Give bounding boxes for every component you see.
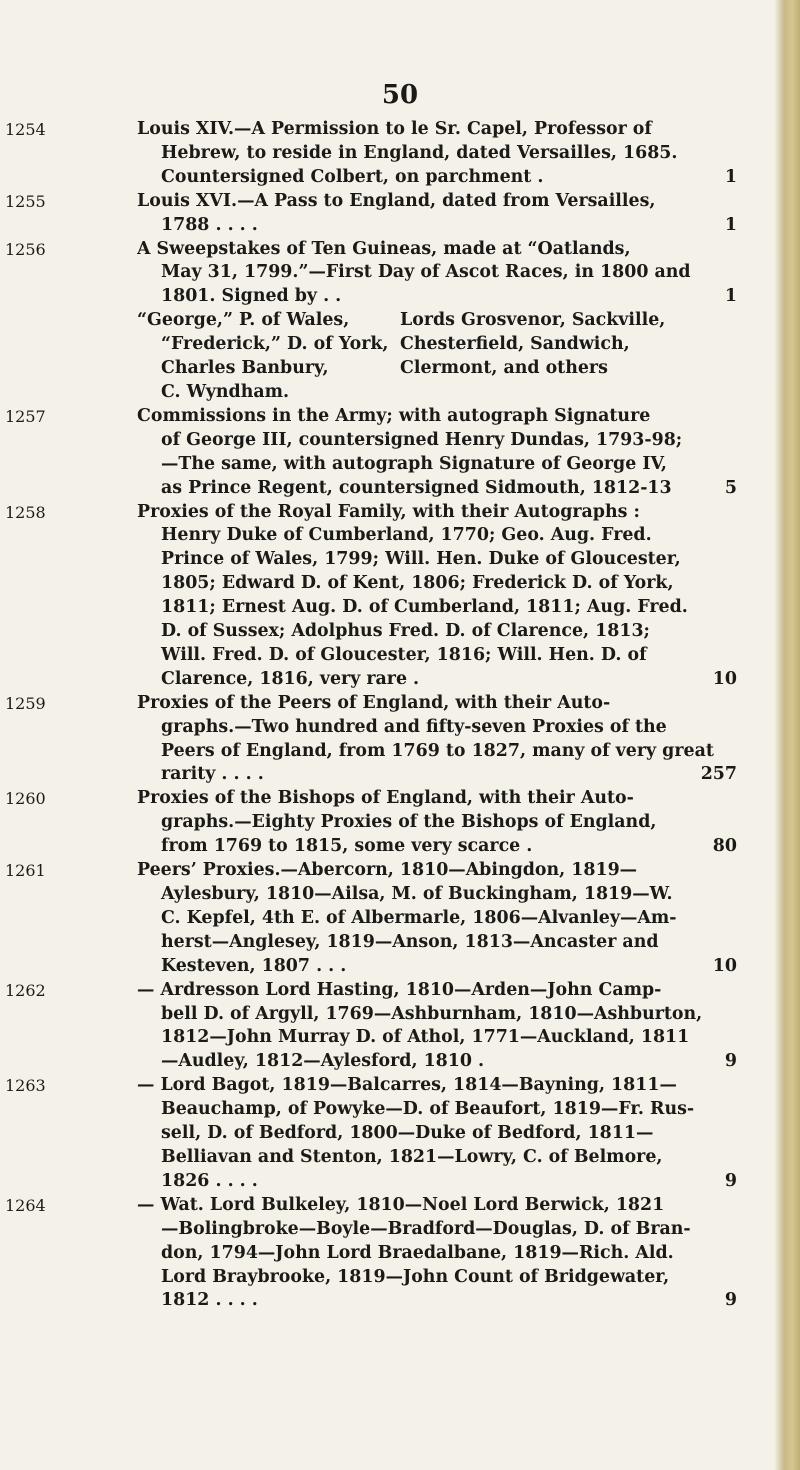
signer-name: Lords Grosvenor, Sackville, [400, 310, 666, 331]
catalogue-entry [5, 118, 737, 190]
entry-line [137, 644, 737, 668]
entry-line [137, 453, 737, 477]
entry-line [137, 931, 737, 955]
entry-text: Clarence, 1816, very rare . [161, 668, 420, 689]
entry-text: 1826 . . . . [161, 1170, 258, 1191]
entry-line [137, 572, 737, 596]
catalogue-entry [5, 405, 737, 501]
lot-quantity: 1 [724, 286, 737, 307]
entry-line [137, 596, 737, 620]
signer-name: C. Wyndham. [161, 381, 290, 402]
entry-text: — Ardresson Lord Hasting, 1810—Arden—John Camp- [137, 979, 662, 1000]
catalogue-entry [5, 979, 737, 1075]
lot-quantity: 10 [712, 955, 737, 976]
entry-line [137, 692, 737, 716]
lot-number: 1254 [5, 120, 46, 139]
catalogue-entry [5, 692, 737, 788]
lot-number: 1257 [5, 406, 46, 426]
signers-left [137, 309, 400, 405]
catalogue-entries [0, 118, 800, 1313]
entry-line [137, 955, 737, 979]
entry-line [137, 1098, 737, 1122]
entry-line [137, 166, 737, 190]
signers-columns [137, 309, 737, 405]
entry-line [137, 429, 737, 453]
lot-number: 1255 [5, 191, 46, 211]
entry-text: —The same, with autograph Signature of George IV, [161, 453, 667, 474]
entry-line [137, 548, 737, 572]
entry-line [137, 811, 737, 835]
entry-text: May 31, 1799.”—First Day of Ascot Races, in 1800 and [161, 262, 691, 283]
entry-text: C. Kepfel, 4th E. of Albermarle, 1806—Alvanley—Am- [161, 907, 677, 928]
entry-text: —Audley, 1812—Aylesford, 1810 . [161, 1051, 485, 1072]
entry-line [137, 1122, 737, 1146]
entry-text: D. of Sussex; Adolphus Fred. D. of Clarence, 1813; [161, 621, 650, 642]
lot-quantity: 10 [712, 668, 737, 689]
entry-text: bell D. of Argyll, 1769—Ashburnham, 1810—Ashburton, [161, 1003, 703, 1024]
entry-text: Kesteven, 1807 . . . [161, 955, 347, 976]
entry-line [137, 668, 737, 692]
signer-name: “George,” P. of Wales, [137, 310, 350, 331]
entry-text: Peers’ Proxies.—Abercorn, 1810—Abingdon, 1819— [137, 860, 638, 881]
entry-text: Countersigned Colbert, on parchment . [161, 166, 544, 187]
entry-text: as Prince Regent, countersigned Sidmouth, 1812-13 [161, 477, 672, 498]
entry-text: Beauchamp, of Powyke—D. of Beaufort, 1819—Fr. Rus- [161, 1099, 695, 1120]
catalogue-entry [5, 787, 737, 859]
entry-line [137, 859, 737, 883]
entry-text: from 1769 to 1815, some very scarce . [161, 836, 533, 857]
catalogue-entry [5, 238, 737, 405]
entry-text: Henry Duke of Cumberland, 1770; Geo. Aug. Fred. [161, 525, 652, 546]
lot-quantity: 5 [724, 477, 737, 498]
entry-text: Lord Braybrooke, 1819—John Count of Bridgewater, [161, 1266, 670, 1287]
entry-line [137, 1050, 737, 1074]
entry-line [137, 979, 737, 1003]
entry-text: Louis XIV.—A Permission to le Sr. Capel, Professor of [137, 119, 652, 139]
lot-number: 1260 [5, 789, 46, 809]
lot-number: 1264 [5, 1195, 46, 1215]
entry-text: Prince of Wales, 1799; Will. Hen. Duke of Gloucester, [161, 549, 681, 570]
catalogue-entry [5, 190, 737, 238]
entry-line [137, 1074, 737, 1098]
entry-text: Proxies of the Bishops of England, with their Auto- [137, 788, 634, 809]
entry-line [137, 261, 737, 285]
entry-line [137, 787, 737, 811]
entry-text: herst—Anglesey, 1819—Anson, 1813—Ancaster and [161, 931, 659, 952]
lot-quantity: 9 [724, 1290, 737, 1311]
entry-text: A Sweepstakes of Ten Guineas, made at “Oatlands, [137, 238, 631, 259]
lot-number: 1258 [5, 502, 46, 522]
entry-line [137, 501, 737, 525]
signer-name: Clermont, and others [400, 358, 608, 379]
lot-number: 1259 [5, 693, 46, 713]
entry-line [137, 1218, 737, 1242]
entry-line [137, 214, 737, 238]
entry-text: Aylesbury, 1810—Ailsa, M. of Buckingham, 1819—W. [161, 884, 673, 904]
entry-line [137, 1003, 737, 1027]
entry-line [137, 118, 737, 142]
lot-number: 1263 [5, 1076, 46, 1096]
entry-text: rarity . . . . [161, 764, 264, 785]
entry-text: Will. Fred. D. of Gloucester, 1816; Will. Hen. D. of [161, 644, 647, 665]
lot-number: 1261 [5, 861, 46, 881]
entry-text: don, 1794—John Lord Braedalbane, 1819—Rich. Ald. [161, 1242, 674, 1263]
entry-text: 1801. Signed by . . [161, 286, 342, 307]
entry-text: sell, D. of Bedford, 1800—Duke of Bedford, 1811— [161, 1123, 654, 1144]
lot-quantity: 80 [712, 836, 737, 857]
entry-line [137, 142, 737, 166]
entry-text: graphs.—Two hundred and fifty-seven Proxies of the [161, 716, 667, 737]
lot-number: 1262 [5, 980, 46, 1000]
entry-text: Proxies of the Royal Family, with their Autographs : [137, 501, 640, 522]
entry-text: 1812 . . . . [161, 1290, 258, 1311]
lot-quantity: 9 [724, 1170, 737, 1191]
entry-line [137, 190, 737, 214]
lot-number: 1256 [5, 239, 46, 259]
entry-text: Hebrew, to reside in England, dated Versailles, 1685. [161, 142, 678, 163]
entry-text: 1805; Edward D. of Kent, 1806; Frederick D. of York, [161, 573, 674, 594]
entry-line [137, 883, 737, 907]
catalogue-entry [5, 1194, 737, 1314]
lot-quantity: 9 [724, 1051, 737, 1072]
entry-line [137, 285, 737, 309]
entry-text: Peers of England, from 1769 to 1827, many of very great [161, 740, 714, 761]
signer-name: Charles Banbury, [161, 358, 329, 379]
entry-text: 1788 . . . . [161, 214, 258, 235]
entry-line [137, 740, 737, 764]
entry-line [137, 1170, 737, 1194]
entry-line [137, 524, 737, 548]
entry-line [137, 1194, 737, 1218]
catalogue-entry [5, 501, 737, 692]
entry-line [137, 1026, 737, 1050]
entry-line [137, 763, 737, 787]
entry-text: Proxies of the Peers of England, with their Auto- [137, 692, 611, 713]
entry-text: — Lord Bagot, 1819—Balcarres, 1814—Bayning, 1811— [137, 1075, 677, 1096]
catalogue-entry [5, 859, 737, 979]
entry-text: — Wat. Lord Bulkeley, 1810—Noel Lord Berwick, 1821 [137, 1194, 665, 1215]
entry-line [137, 1289, 737, 1313]
entry-line [137, 620, 737, 644]
entry-line [137, 1242, 737, 1266]
entry-text: Commissions in the Army; with autograph Signature [137, 405, 651, 426]
lot-quantity: 1 [724, 214, 737, 235]
signer-name: “Frederick,” D. of York, [161, 334, 389, 355]
entry-text: graphs.—Eighty Proxies of the Bishops of England, [161, 812, 657, 833]
entry-text: Louis XVI.—A Pass to England, dated from Versailles, [137, 190, 656, 211]
entry-text: 1811; Ernest Aug. D. of Cumberland, 1811; Aug. Fred. [161, 597, 688, 618]
entry-line [137, 716, 737, 740]
entry-line [137, 1146, 737, 1170]
catalogue-entry [5, 1074, 737, 1194]
signers-right [400, 309, 737, 405]
entry-line [137, 1266, 737, 1290]
entry-line [137, 477, 737, 501]
entry-line [137, 907, 737, 931]
entry-text: 1812—John Murray D. of Athol, 1771—Auckland, 1811 [161, 1027, 690, 1048]
lot-quantity: 257 [700, 764, 737, 785]
page-number: 50 [381, 80, 419, 110]
lot-quantity: 1 [724, 166, 737, 187]
entry-text: of George III, countersigned Henry Dundas, 1793-98; [161, 429, 683, 450]
entry-line [137, 835, 737, 859]
entry-line [137, 405, 737, 429]
entry-text: Belliavan and Stenton, 1821—Lowry, C. of Belmore, [161, 1146, 663, 1167]
entry-text: —Bolingbroke—Boyle—Bradford—Douglas, D. of Bran- [161, 1218, 691, 1239]
signer-name: Chesterfield, Sandwich, [400, 334, 630, 355]
entry-line [137, 238, 737, 262]
